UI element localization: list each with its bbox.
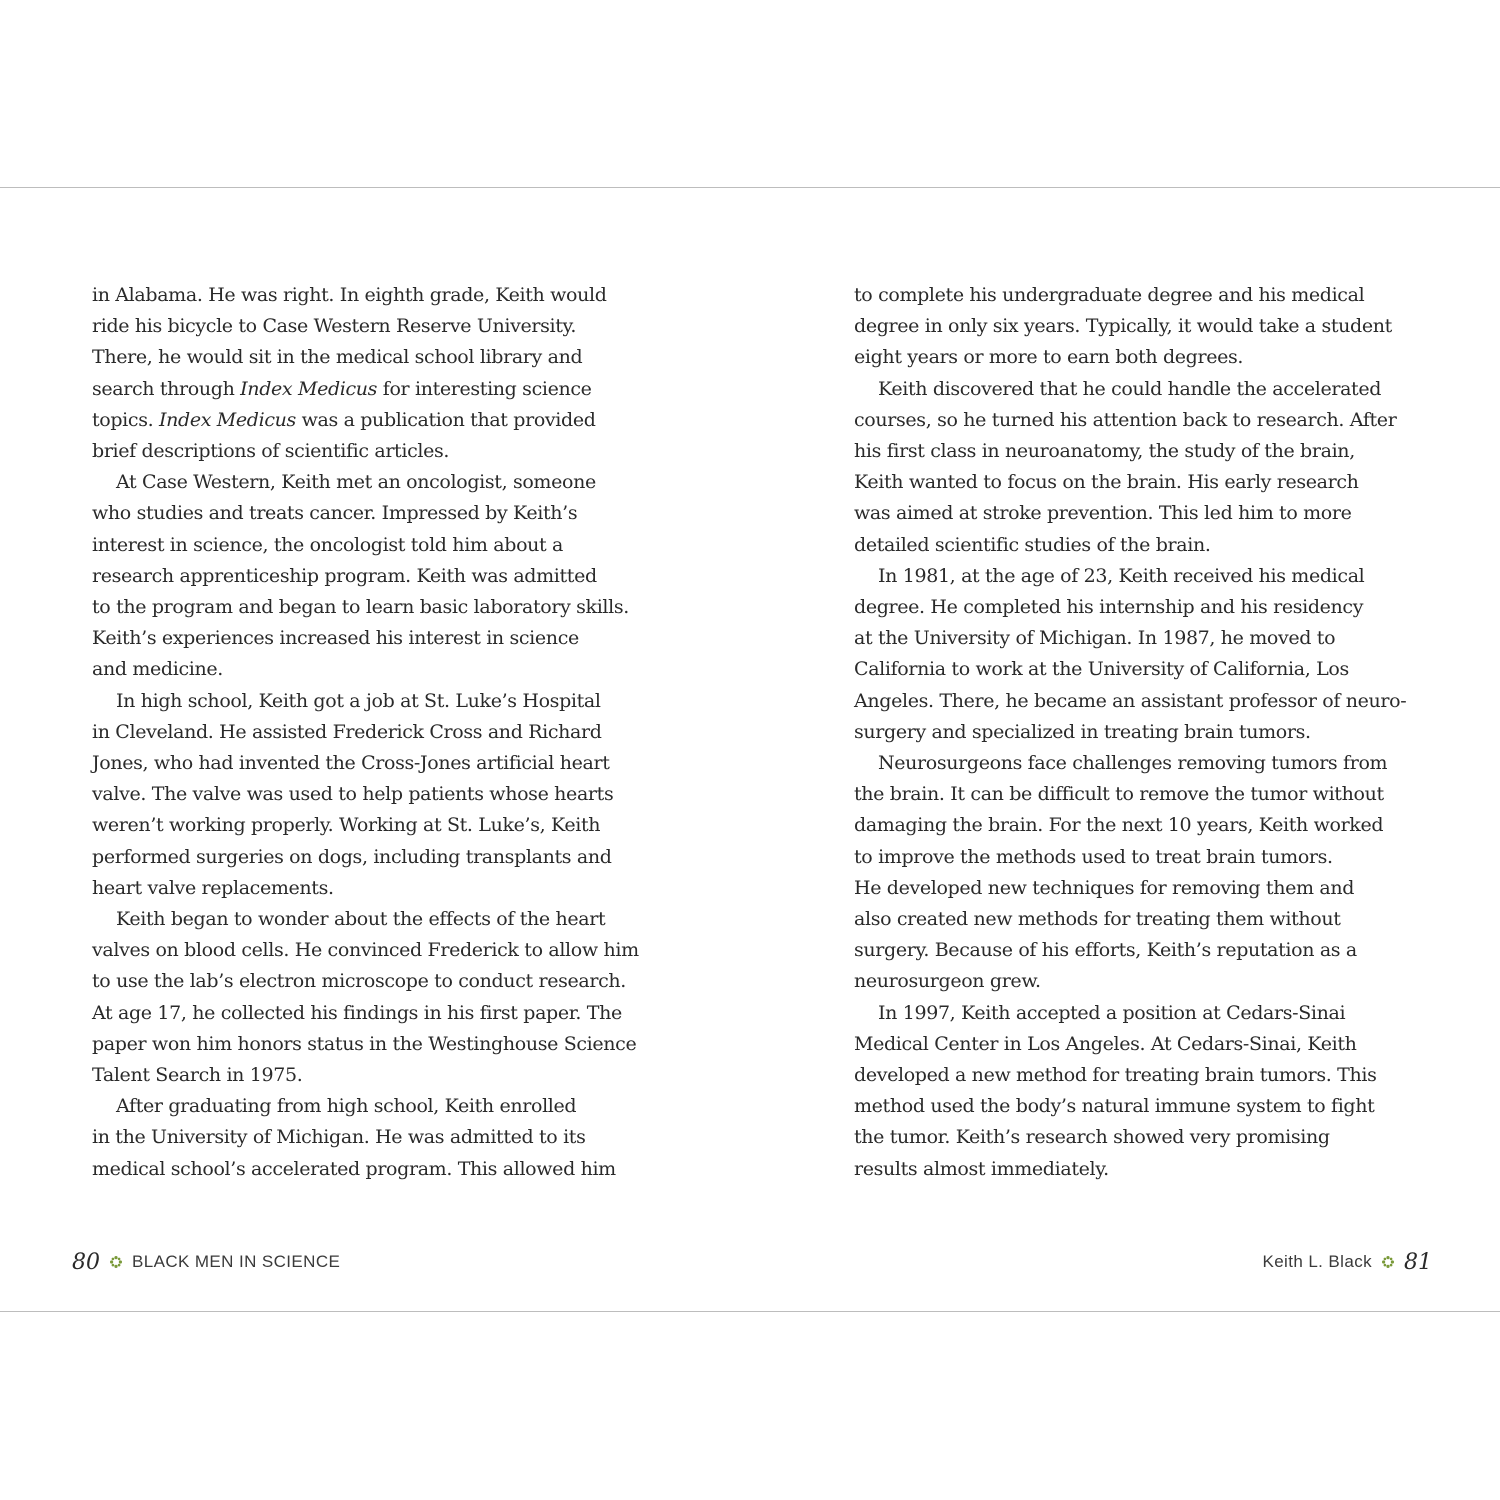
paragraph [92, 686, 672, 904]
text-line: In high school, Keith got a job at St. Luke’s Hospital [116, 689, 601, 712]
text-line: performed surgeries on dogs, including transplants and [92, 845, 612, 868]
text-line: At age 17, he collected his findings in his first paper. The [92, 1001, 622, 1024]
left-page-body [92, 280, 672, 1185]
text-line: damaging the brain. For the next 10 years, Keith worked [854, 814, 1384, 837]
text-line: valve. The valve was used to help patients whose hearts [92, 783, 614, 806]
text-line: developed a new method for treating brain tumors. This [854, 1064, 1377, 1087]
paragraph [854, 280, 1434, 374]
page-number: 81 [1404, 1249, 1432, 1275]
paragraph [854, 374, 1434, 561]
text-line: paper won him honors status in the Westinghouse Science [92, 1032, 637, 1055]
text-line: to improve the methods used to treat brain tumors. [854, 845, 1333, 868]
text-line: eight years or more to earn both degrees. [854, 346, 1244, 369]
page-number: 80 [72, 1249, 100, 1275]
flower-icon [109, 1255, 123, 1269]
text-line: surgery and specialized in treating brain tumors. [854, 720, 1311, 743]
text-line: results almost immediately. [854, 1157, 1109, 1180]
text-line: detailed scientific studies of the brain. [854, 533, 1211, 556]
text-line: and medicine. [92, 658, 223, 681]
text-line: Jones, who had invented the Cross-Jones artificial heart [92, 752, 610, 775]
running-head: Keith L. Black [1262, 1252, 1372, 1271]
text-line: brief descriptions of scientific articles. [92, 440, 450, 463]
text-line: the brain. It can be difficult to remove the tumor without [854, 783, 1384, 806]
text-line: heart valve replacements. [92, 876, 334, 899]
text-line: weren’t working properly. Working at St. Luke’s, Keith [92, 814, 601, 837]
text-line: In 1981, at the age of 23, Keith received his medical [878, 564, 1365, 587]
text-line: in Cleveland. He assisted Frederick Cross and Richard [92, 720, 602, 743]
right-page-footer [1262, 1247, 1432, 1277]
italic-title: Index Medicus [158, 408, 296, 431]
left-page-footer [72, 1247, 340, 1277]
text-line: his first class in neuroanatomy, the study of the brain, [854, 440, 1355, 463]
text-line: to the program and began to learn basic laboratory skills. [92, 596, 629, 619]
text-line: California to work at the University of California, Los [854, 658, 1349, 681]
text-line: courses, so he turned his attention back to research. After [854, 408, 1397, 431]
text-line: surgery. Because of his efforts, Keith’s reputation as a [854, 939, 1357, 962]
flower-icon [1381, 1255, 1395, 1269]
text-line: in Alabama. He was right. In eighth grade, Keith would [92, 284, 607, 306]
paragraph [92, 1091, 672, 1185]
text-line: degree. He completed his internship and his residency [854, 596, 1364, 619]
book-spread [0, 187, 1500, 1312]
text-line: In 1997, Keith accepted a position at Cedars-Sinai [878, 1001, 1346, 1024]
paragraph [92, 280, 672, 467]
text-line-italic-title: topics. Index Medicus was a publication that provided [92, 408, 596, 431]
text-line: research apprenticeship program. Keith was admitted [92, 564, 597, 587]
text-line: Keith began to wonder about the effects of the heart [116, 908, 606, 931]
text-line: He developed new techniques for removing them and [854, 876, 1355, 899]
text-line: in the University of Michigan. He was admitted to its [92, 1126, 586, 1149]
text-line: to complete his undergraduate degree and his medical [854, 284, 1365, 306]
text-line-italic-title: search through Index Medicus for interesting science [92, 377, 592, 400]
right-page-body [854, 280, 1434, 1185]
text-line: After graduating from high school, Keith enrolled [116, 1095, 577, 1118]
text-line: Talent Search in 1975. [92, 1064, 303, 1087]
text-line: ride his bicycle to Case Western Reserve University. [92, 315, 577, 338]
paragraph [92, 904, 672, 1091]
text-line: At Case Western, Keith met an oncologist, someone [116, 471, 596, 494]
text-line: neurosurgeon grew. [854, 970, 1041, 993]
text-line: Medical Center in Los Angeles. At Cedars-Sinai, Keith [854, 1032, 1357, 1055]
paragraph [854, 998, 1434, 1185]
text-line: the tumor. Keith’s research showed very promising [854, 1126, 1330, 1149]
paragraph [92, 467, 672, 685]
text-line: Keith’s experiences increased his interest in science [92, 627, 579, 650]
text-line: Keith wanted to focus on the brain. His early research [854, 471, 1359, 494]
text-line: There, he would sit in the medical school library and [92, 346, 583, 369]
paragraph [854, 748, 1434, 998]
text-line: was aimed at stroke prevention. This led him to more [854, 502, 1352, 525]
text-line: interest in science, the oncologist told him about a [92, 533, 563, 556]
paragraph [854, 561, 1434, 748]
text-line: valves on blood cells. He convinced Frederick to allow him [92, 939, 639, 962]
text-line: method used the body’s natural immune system to fight [854, 1095, 1375, 1118]
running-head: BLACK MEN IN SCIENCE [132, 1252, 341, 1271]
italic-title: Index Medicus [240, 377, 378, 400]
text-line: Neurosurgeons face challenges removing tumors from [878, 752, 1388, 775]
text-line: medical school’s accelerated program. This allowed him [92, 1157, 616, 1180]
text-line: also created new methods for treating them without [854, 908, 1341, 931]
text-line: Keith discovered that he could handle the accelerated [878, 377, 1382, 400]
text-line: degree in only six years. Typically, it would take a student [854, 315, 1392, 338]
text-line: at the University of Michigan. In 1987, he moved to [854, 627, 1336, 650]
text-line: Angeles. There, he became an assistant professor of neuro- [854, 689, 1407, 712]
text-line: to use the lab’s electron microscope to conduct research. [92, 970, 626, 993]
text-line: who studies and treats cancer. Impressed by Keith’s [92, 502, 578, 525]
